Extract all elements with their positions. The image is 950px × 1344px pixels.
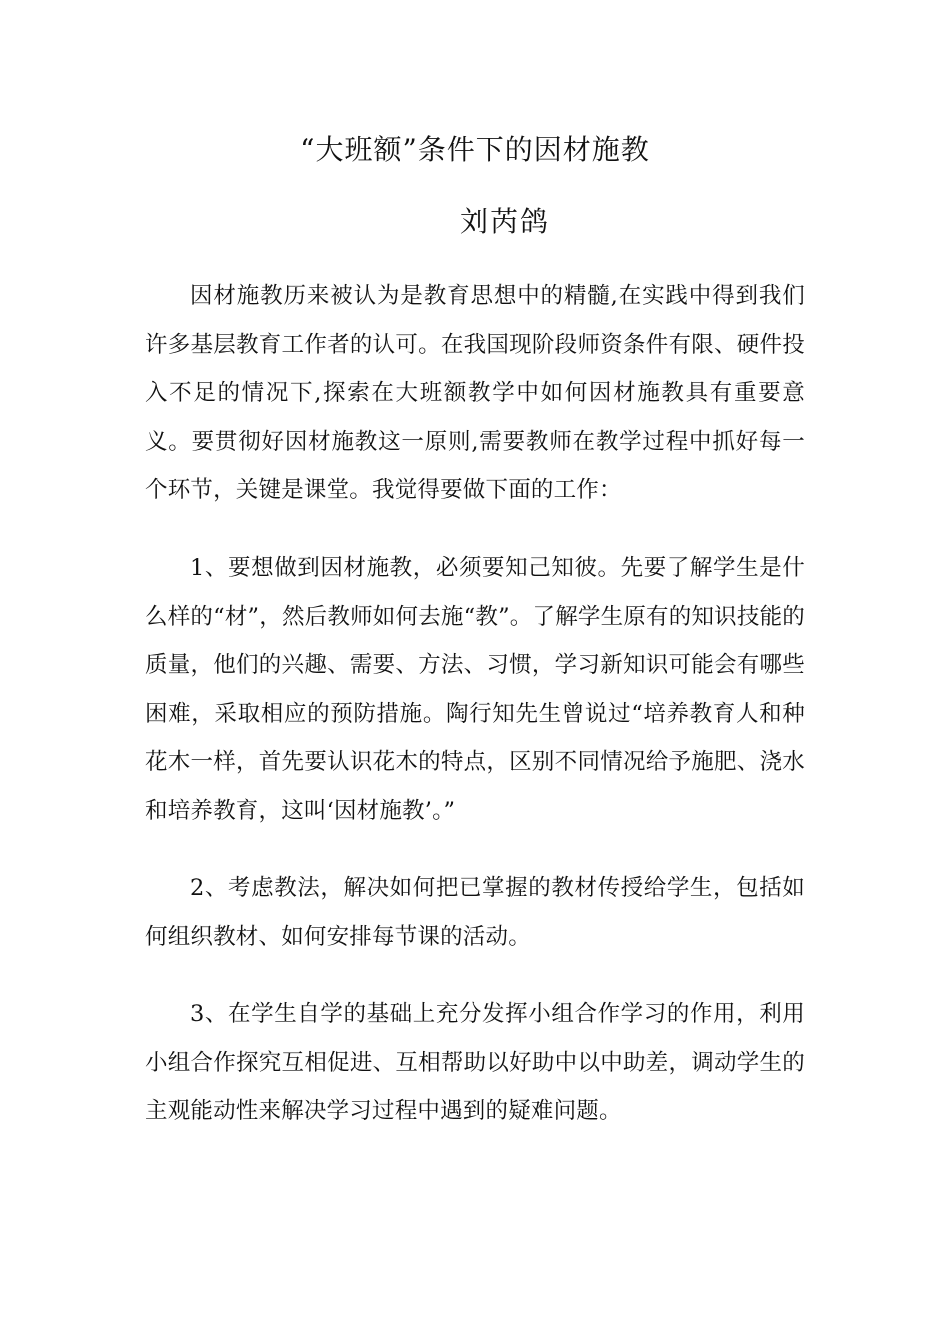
document-title: “大班额”条件下的因材施教 [300,133,650,166]
paragraph-point-1: 1、要想做到因材施教，必须要知己知彼。先要了解学生是什么样的“材”，然后教师如何去施“教”。了解学生原有的知识技能的质量，他们的兴趣、需要、方法、习惯，学习新知识可能会有哪些困难，采取相应的预防措施。陶行知先生曾说过“培养教育人和种花木一样，首先要认识花木的特点，区别不同情况给予施肥、浇水和培养教育，这叫‘因材施教’。” [145,555,805,824]
paragraph-intro: 因材施教历来被认为是教育思想中的精髓,在实践中得到我们许多基层教育工作者的认可。在我国现阶段师资条件有限、硬件投入不足的情况下,探索在大班额教学中如何因材施教具有重要意义。要贯彻好因材施教这一原则,需要教师在教学过程中抓好每一个环节，关键是课堂。我觉得要做下面的工作： [145,283,805,503]
document-author: 刘芮鸽 [459,205,550,238]
paragraph-point-3: 3、在学生自学的基础上充分发挥小组合作学习的作用，利用小组合作探究互相促进、互相帮助以好助中以中助差，调动学生的主观能动性来解决学习过程中遇到的疑难问题。 [145,1001,805,1124]
paragraph-point-2: 2、考虑教法，解决如何把已掌握的教材传授给学生，包括如何组织教材、如何安排每节课的活动。 [145,875,805,950]
